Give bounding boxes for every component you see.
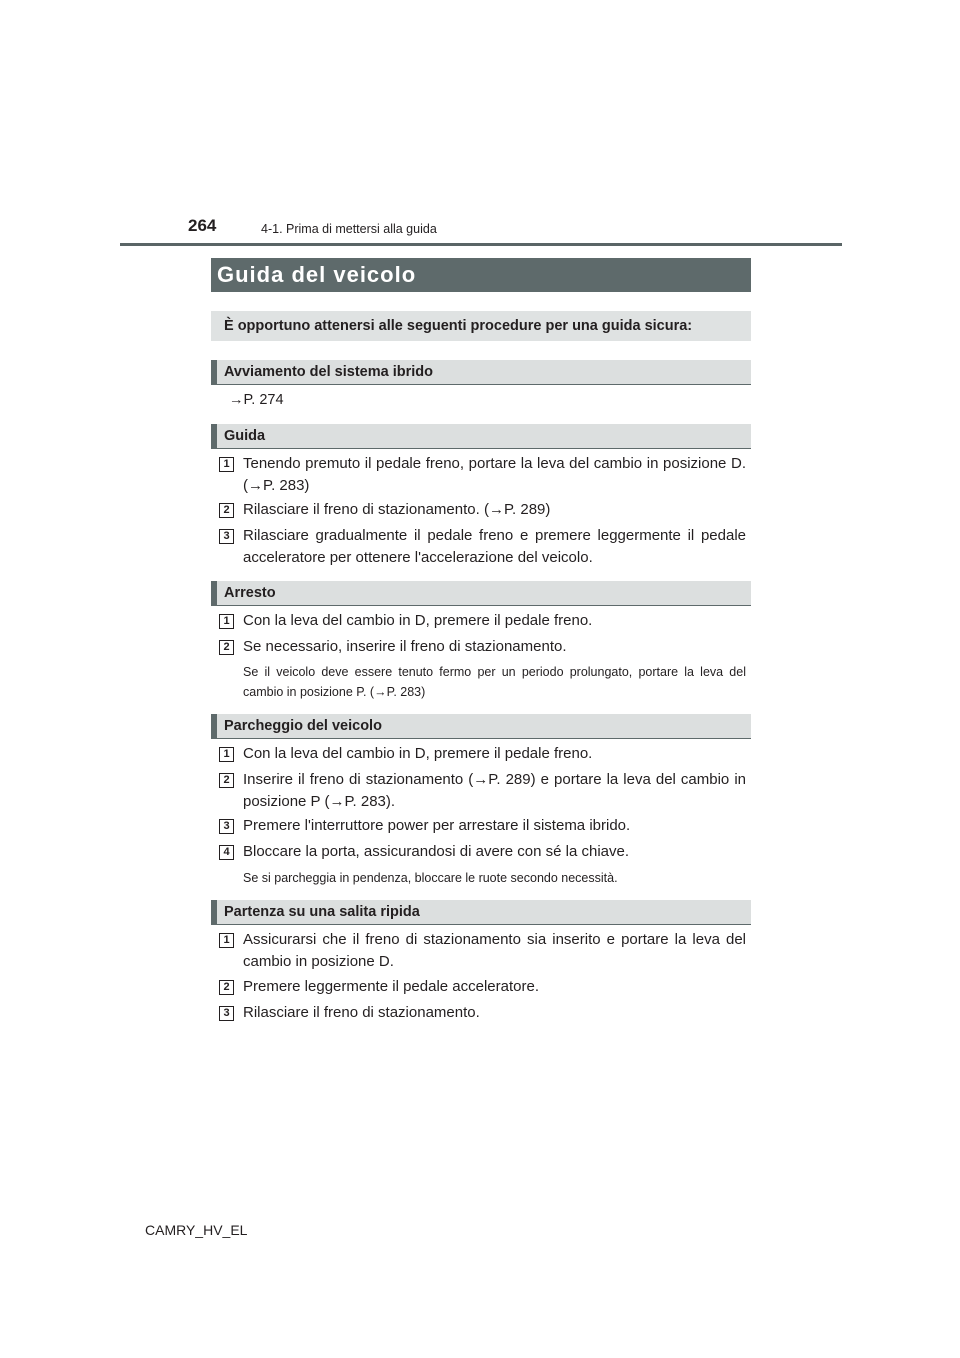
step-text: Rilasciare gradualmente il pedale freno e premere leggermente il pedale acceleratore per ottenere l'accelerazione del veicolo.: [243, 527, 746, 566]
step-text: Con la leva del cambio in D, premere il pedale freno.: [243, 612, 593, 629]
section-label: 4-1. Prima di mettersi alla guida: [261, 222, 437, 236]
step-text: Bloccare la porta, assicurandosi di avere con sé la chiave.: [243, 843, 630, 860]
step-text: Rilasciare il freno di stazionamento. (→P. 289): [243, 501, 551, 518]
note: Se il veicolo deve essere tenuto fermo per un periodo prolungato, portare la leva del cambio in posizione P. (→P. 283): [243, 665, 746, 699]
reference-link[interactable]: →P. 274: [229, 392, 284, 408]
step-number: 3: [219, 529, 234, 544]
step-number: 4: [219, 845, 234, 860]
note: Se si parcheggia in pendenza, bloccare le ruote secondo necessità.: [243, 871, 618, 885]
heading-avviamento: Avviamento del sistema ibrido: [211, 360, 751, 385]
step-number: 2: [219, 980, 234, 995]
step-number: 2: [219, 640, 234, 655]
intro-box: È opportuno attenersi alle seguenti procedure per una guida sicura:: [211, 311, 751, 341]
step-text: Con la leva del cambio in D, premere il pedale freno.: [243, 745, 593, 762]
step-number: 3: [219, 819, 234, 834]
step-number: 2: [219, 503, 234, 518]
page-number: 264: [188, 216, 217, 235]
heading-arresto: Arresto: [211, 581, 751, 606]
heading-parcheggio: Parcheggio del veicolo: [211, 714, 751, 739]
step-text: Inserire il freno di stazionamento (→P. 289) e portare la leva del cambio in posizione P (→P. 283).: [243, 771, 746, 810]
step-text: Se necessario, inserire il freno di stazionamento.: [243, 638, 567, 655]
step-number: 1: [219, 614, 234, 629]
page-title: Guida del veicolo: [211, 258, 751, 292]
step-text: Premere leggermente il pedale acceleratore.: [243, 978, 539, 995]
step-text: Tenendo premuto il pedale freno, portare la leva del cambio in posizione D. (→P. 283): [243, 455, 746, 494]
step-text: Assicurarsi che il freno di stazionamento sia inserito e portare la leva del cambio in posizione D.: [243, 931, 746, 970]
heading-guida: Guida: [211, 424, 751, 449]
step-number: 3: [219, 1006, 234, 1021]
step-text: Premere l'interruttore power per arrestare il sistema ibrido.: [243, 817, 631, 834]
step-number: 1: [219, 933, 234, 948]
heading-partenza: Partenza su una salita ripida: [211, 900, 751, 925]
step-text: Rilasciare il freno di stazionamento.: [243, 1004, 480, 1021]
step-number: 2: [219, 773, 234, 788]
step-number: 1: [219, 457, 234, 472]
footer-model-code: CAMRY_HV_EL: [145, 1222, 248, 1238]
step-number: 1: [219, 747, 234, 762]
header-rule: [120, 243, 842, 246]
